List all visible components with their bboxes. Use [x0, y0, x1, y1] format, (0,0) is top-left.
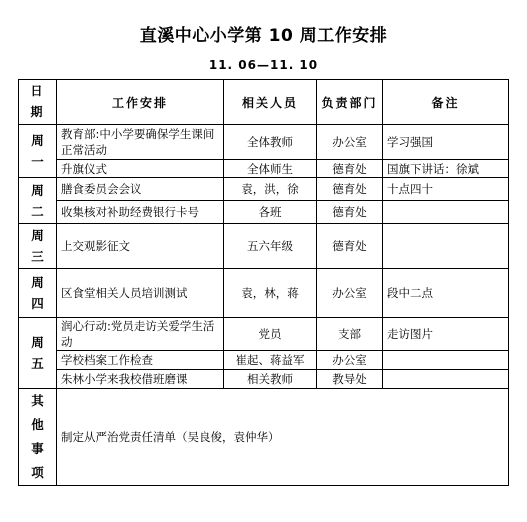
work-cell: 收集核对补助经费银行卡号: [57, 201, 224, 224]
note-cell: [383, 201, 509, 224]
table-row: [19, 370, 509, 389]
day-cell: 其他事项: [19, 389, 57, 486]
work-cell: 区食堂相关人员培训测试: [57, 269, 224, 318]
day-cell: 周三: [19, 224, 57, 269]
people-cell: 党员: [224, 318, 317, 351]
header-dept: 负责部门: [317, 80, 383, 125]
day-cell: 周五: [19, 318, 57, 389]
work-cell: 升旗仪式: [57, 160, 224, 178]
table-row: [19, 389, 509, 486]
note-cell: [383, 351, 509, 370]
people-cell: 各班: [224, 201, 317, 224]
note-cell: 段中二点: [383, 269, 509, 318]
header-people: 相关人员: [224, 80, 317, 125]
table-row: [19, 224, 509, 269]
note-cell: 国旗下讲话：徐斌: [383, 160, 509, 178]
people-cell: 五六年级: [224, 224, 317, 269]
table-row: [19, 318, 509, 351]
people-cell: 袁，洪，徐: [224, 178, 317, 201]
table-row: [19, 160, 509, 178]
work-cell: 润心行动:党员走访关爱学生活动: [57, 318, 224, 351]
date-range: 11. 06—11. 10: [208, 58, 319, 72]
other-items-cell: 制定从严治党责任清单（吴良俊，袁仲华）: [57, 389, 509, 486]
dept-cell: 德育处: [317, 201, 383, 224]
dept-cell: 德育处: [317, 224, 383, 269]
dept-cell: 办公室: [317, 125, 383, 160]
people-cell: 崔起、蒋益军: [224, 351, 317, 370]
work-cell: 上交观影征文: [57, 224, 224, 269]
people-cell: 袁，林，蒋: [224, 269, 317, 318]
dept-cell: 办公室: [317, 269, 383, 318]
dept-cell: 德育处: [317, 178, 383, 201]
people-cell: 全体教师: [224, 125, 317, 160]
people-cell: 相关教师: [224, 370, 317, 389]
table-row: [19, 351, 509, 370]
header-row: [19, 80, 509, 125]
day-cell: 周二: [19, 178, 57, 224]
header-day: 日期: [19, 80, 57, 125]
table-row: [19, 269, 509, 318]
header-note: 备注: [383, 80, 509, 125]
day-cell: 周四: [19, 269, 57, 318]
work-cell: 学校档案工作检查: [57, 351, 224, 370]
table-row: [19, 178, 509, 201]
note-cell: [383, 370, 509, 389]
dept-cell: 支部: [317, 318, 383, 351]
work-cell: 膳食委员会会议: [57, 178, 224, 201]
document-title: 直溪中心小学第 10 周工作安排: [139, 26, 388, 46]
note-cell: 走访图片: [383, 318, 509, 351]
note-cell: 学习强国: [383, 125, 509, 160]
dept-cell: 德育处: [317, 160, 383, 178]
header-work: 工作安排: [57, 80, 224, 125]
schedule-table: [18, 79, 509, 486]
people-cell: 全体师生: [224, 160, 317, 178]
note-cell: [383, 224, 509, 269]
work-cell: 教育部:中小学要确保学生课间正常活动: [57, 125, 224, 160]
table-row: [19, 201, 509, 224]
dept-cell: 教导处: [317, 370, 383, 389]
dept-cell: 办公室: [317, 351, 383, 370]
table-row: [19, 125, 509, 160]
work-cell: 朱林小学来我校借班磨课: [57, 370, 224, 389]
note-cell: 十点四十: [383, 178, 509, 201]
day-cell: 周一: [19, 125, 57, 178]
